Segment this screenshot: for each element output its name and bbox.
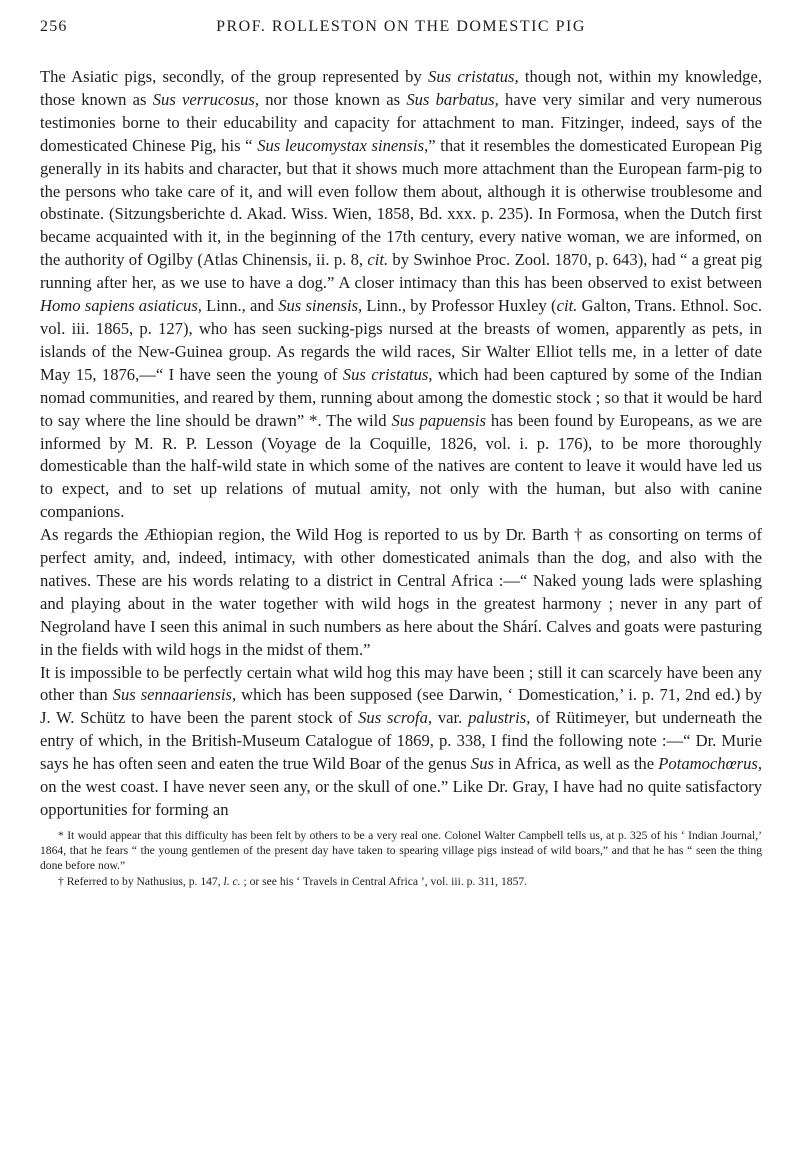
- footnote: [40, 828, 762, 874]
- text-run: of Rütimeyer, but underneath the entry of which, in the British-Museum Catalogue of 1869, p. 338, I find the following note :—“ Dr. Murie says he has often seen and eaten the true Wild Boar of the genus: [40, 708, 762, 774]
- text-run: though not, within my knowledge, those known as: [40, 67, 762, 109]
- text-run: has been found by Europeans, as we are informed by M. R. P. Lesson (Voyage de la Coquille, 1826, vol. i. p. 176), to be more thoroughly domesticable than the half-wild state in which some of the natives are content to leave it would have led us to expect, and to set up relations of mutual amity, not only with the human, but also with canine companions.: [40, 410, 762, 522]
- text-run: The Asiatic pigs, secondly, of the group represented by: [40, 67, 429, 86]
- text-run: which had been captured by some of the Indian nomad communities, and reared by them, running about among the domestic stock ; so that it would be hard to say where the line should be drawn” *. The wild: [40, 364, 762, 430]
- page-header: [40, 14, 762, 44]
- body-text: [40, 66, 762, 822]
- footnote: [40, 874, 762, 889]
- italic-text-run: Sus leucomystax sinensis,: [257, 135, 429, 155]
- running-head: PROF. ROLLESTON ON THE DOMESTIC PIG: [216, 18, 586, 35]
- italic-text-run: cit.: [367, 250, 389, 270]
- italic-text-run: cit.: [556, 296, 578, 316]
- italic-text-run: Potamochœrus,: [658, 754, 762, 774]
- text-run: ” that it resembles the domesticated European Pig generally in its habits and character, but that it shows much more attachment than the European farm-pig to the persons who take care of it, and will even follow them about, although it is otherwise troublesome and obstinate. (Sitzungsberichte d. Akad. Wiss. Wien, 1858, Bd. xxx. p. 235). In Formosa, when the Dutch first became acquainted with it, in the beginning of the 17th century, every native woman, we are informed, on the authority of Ogilby (Atlas Chinensis, ii. p. 8,: [40, 135, 762, 270]
- italic-text-run: Homo sapiens asiaticus,: [40, 296, 202, 316]
- italic-text-run: Sus barbatus,: [406, 89, 499, 109]
- text-run: have very similar and very numerous testimonies borne to their educability and capacity for attachment to man. Fitzinger, indeed, says of the domesticated Chinese Pig, his “: [40, 89, 762, 155]
- italic-text-run: Sus sinensis,: [278, 296, 363, 316]
- italic-text-run: Sus cristatus,: [428, 67, 519, 86]
- italic-text-run: Sus: [470, 754, 494, 774]
- text-run: † Referred to by Nathusius, p. 147,: [58, 874, 224, 888]
- text-run: var.: [432, 708, 469, 728]
- text-run: which has been supposed (see Darwin, ‘ Domestication,’ i. p. 71, 2nd ed.) by J. W. Schütz to have been the parent stock of: [40, 685, 762, 728]
- text-run: * It would appear that this difficulty has been felt by others to be a very real one. Colonel Walter Campbell tells us, at p. 325 of his ‘ Indian Journal,’ 1864, that he fears “ the young gentlemen of the present day have taken to spearing village pigs instead of wild boars,” and that he has “ seen the thing done before now.”: [40, 828, 762, 873]
- italic-text-run: Sus sennaariensis,: [112, 685, 237, 705]
- italic-text-run: Sus papuensis: [391, 410, 486, 430]
- footnotes: [40, 828, 762, 889]
- text-run: ; or see his ‘ Travels in Central Africa ’, vol. iii. p. 311, 1857.: [240, 874, 528, 888]
- text-run: Linn., by Professor Huxley (: [362, 296, 557, 316]
- paragraph: [40, 66, 762, 524]
- italic-text-run: Sus verrucosus,: [152, 89, 259, 109]
- paragraph: [40, 662, 762, 822]
- italic-text-run: Sus cristatus,: [342, 364, 433, 384]
- italic-text-run: palustris,: [468, 708, 531, 728]
- text-run: It is impossible to be perfectly certain what wild hog this may have been ; still it can scarcely have been any other than: [40, 662, 762, 705]
- text-run: on the west coast. I have never seen any, or the skull of one.” Like Dr. Gray, I have had no quite satisfactory opportunities for forming an: [40, 777, 762, 819]
- text-run: in Africa, as well as the: [493, 754, 659, 774]
- text-run: As regards the Æthiopian region, the Wild Hog is reported to us by Dr. Barth † as consorting on terms of perfect amity, and, indeed, intimacy, with other domesticated animals than the dog, and also with the natives. These are his words relating to a district in Central Africa :—“ Naked young lads were splashing and playing about in the water together with wild hogs in the greatest harmony ; never in any part of Negroland have I seen this animal in such numbers as here about the Shárí. Calves and goats were pasturing in the fields with wild hogs in the midst of them.”: [40, 525, 762, 659]
- book-page: [40, 14, 762, 889]
- italic-text-run: l. c.: [223, 874, 241, 888]
- text-run: nor those known as: [259, 89, 407, 109]
- italic-text-run: Sus scrofa,: [358, 708, 433, 728]
- text-run: by Swinhoe Proc. Zool. 1870, p. 643), had “ a great pig running after her, as we use to have a dog.” A closer intimacy than this has been observed to exist between: [40, 250, 762, 293]
- text-run: Galton, Trans. Ethnol. Soc. vol. iii. 1865, p. 127), who has seen sucking-pigs nursed at the breasts of women, apparently as pets, in islands of the New-Guinea group. As regards the wild races, Sir Walter Elliot tells me, in a letter of date May 15, 1876,—“ I have seen the young of: [40, 296, 763, 384]
- paragraph: [40, 524, 762, 661]
- text-run: Linn., and: [201, 296, 279, 316]
- page-number: 256: [40, 18, 68, 35]
